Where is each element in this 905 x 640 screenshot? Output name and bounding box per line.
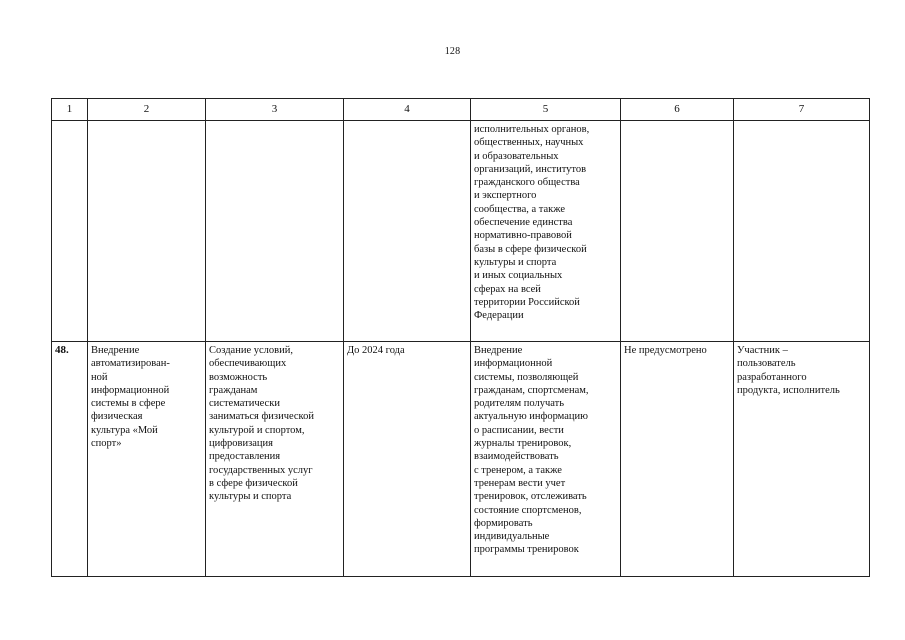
cell-line: тренировок, отслеживать <box>474 491 587 503</box>
table-row <box>52 342 870 577</box>
cell-line: о расписании, вести <box>474 424 564 436</box>
cell-line: заниматься физической <box>209 411 314 423</box>
cell-line: Федерации <box>474 310 524 322</box>
measures-table <box>51 98 870 577</box>
cell-line: продукта, исполнитель <box>737 384 840 396</box>
cell-line: спорт» <box>91 438 122 450</box>
cell-line: взаимодействовать <box>474 451 559 463</box>
cell-line: государственных услуг <box>209 464 313 476</box>
cell-line: Создание условий, <box>209 345 293 356</box>
goal-cell <box>206 342 344 577</box>
cell-line: Участник – <box>737 345 788 356</box>
cell-line: ной <box>91 371 108 383</box>
header-col-6: 6 <box>621 99 734 121</box>
header-col-5: 5 <box>471 99 621 121</box>
row-number-cell: 48. <box>52 342 88 577</box>
cell-line: и иных социальных <box>474 270 563 282</box>
cell-line: базы в сфере физической <box>474 243 587 255</box>
cell-line: тренерам вести учет <box>474 477 566 489</box>
cell-line: информационной <box>91 384 170 396</box>
cell-line: Внедрение <box>91 345 140 356</box>
row-number-cell <box>52 121 88 342</box>
header-col-2: 2 <box>88 99 206 121</box>
cell-line: нормативно-правовой <box>474 230 572 242</box>
cell-line: культуры и спорта <box>209 491 292 503</box>
header-col-4: 4 <box>344 99 471 121</box>
goal-cell <box>206 121 344 342</box>
measure-name-cell <box>88 342 206 577</box>
cell-line: физическая <box>91 411 143 423</box>
cell-line: актуальную информацию <box>474 411 589 423</box>
cell-line: систематически <box>209 398 280 410</box>
cell-line: гражданам <box>209 384 258 396</box>
cell-line: территории Российской <box>474 296 580 308</box>
cell-line: системы в сфере <box>91 398 166 410</box>
result-cell <box>471 342 621 577</box>
deadline-cell <box>344 121 471 342</box>
cell-line: информационной <box>474 358 553 370</box>
deadline-cell: До 2024 года <box>344 342 471 577</box>
cell-line: сферах на всей <box>474 283 541 295</box>
cell-line: и экспертного <box>474 190 537 202</box>
measure-name-cell <box>88 121 206 342</box>
cell-line: пользователь <box>737 358 796 370</box>
result-cell <box>471 121 621 342</box>
table-row <box>52 121 870 342</box>
funding-cell: Не предусмотрено <box>621 342 734 577</box>
cell-line: организаций, институтов <box>474 163 587 175</box>
cell-line: исполнительных органов, <box>474 124 590 135</box>
page-number: 128 <box>444 46 461 57</box>
header-row <box>52 99 870 121</box>
cell-line: и образовательных <box>474 150 559 162</box>
cell-line: разработанного <box>737 371 807 383</box>
cell-line: предоставления <box>209 451 281 463</box>
header-col-3: 3 <box>206 99 344 121</box>
cell-line: с тренером, а также <box>474 464 562 476</box>
cell-line: культура «Мой <box>91 424 158 436</box>
cell-line: родителям получать <box>474 398 565 410</box>
cell-line: индивидуальные <box>474 531 550 543</box>
cell-line: возможность <box>209 371 268 383</box>
header-col-7: 7 <box>734 99 870 121</box>
cell-line: цифровизация <box>209 438 273 450</box>
cell-line: системы, позволяющей <box>474 371 579 383</box>
cell-line: в сфере физической <box>209 477 298 489</box>
cell-line: гражданам, спортсменам, <box>474 384 589 396</box>
funding-cell <box>621 121 734 342</box>
cell-line: обеспечение единства <box>474 217 573 229</box>
cell-line: обеспечивающих <box>209 358 287 370</box>
header-col-1: 1 <box>52 99 88 121</box>
participant-cell <box>734 121 870 342</box>
cell-line: формировать <box>474 517 533 529</box>
cell-line: журналы тренировок, <box>474 438 572 450</box>
participant-cell <box>734 342 870 577</box>
cell-line: сообщества, а также <box>474 203 566 215</box>
cell-line: программы тренировок <box>474 544 579 556</box>
cell-line: автоматизирован- <box>91 358 170 370</box>
cell-line: общественных, научных <box>474 137 584 149</box>
cell-line: гражданского общества <box>474 177 580 189</box>
cell-line: культурой и спортом, <box>209 424 305 436</box>
cell-line: состояние спортсменов, <box>474 504 582 516</box>
cell-line: культуры и спорта <box>474 256 557 268</box>
cell-line: Внедрение <box>474 345 523 356</box>
